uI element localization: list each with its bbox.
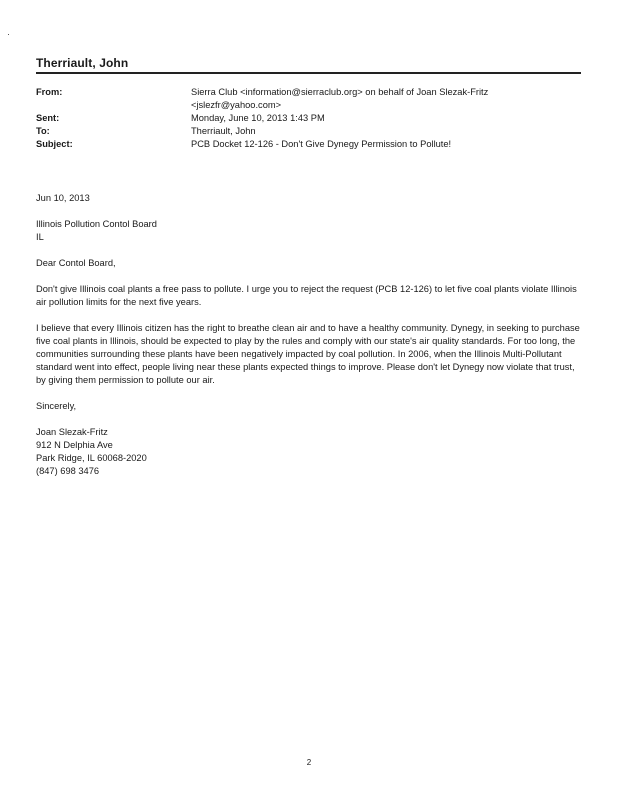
subject-row <box>36 138 581 151</box>
recipient-line-2: IL <box>36 232 44 242</box>
from-row <box>36 86 581 112</box>
from-email: <jslezfr@yahoo.com> <box>191 100 282 110</box>
from-value <box>191 86 581 112</box>
sent-row <box>36 112 581 125</box>
signature-name: Joan Slezak-Fritz <box>36 427 108 437</box>
body-paragraph-1: Don't give Illinois coal plants a free pass to pollute. I urge you to reject the request (PCB 12-126) to let five coal plants violate Illinois air pollution limits for the next five years. <box>36 284 577 307</box>
to-value: Therriault, John <box>191 126 256 136</box>
sent-value: Monday, June 10, 2013 1:43 PM <box>191 113 325 123</box>
recipient-line-1: Illinois Pollution Contol Board <box>36 219 157 229</box>
closing: Sincerely, <box>36 401 77 411</box>
salutation: Dear Contol Board, <box>36 258 116 268</box>
sent-label: Sent: <box>36 113 60 123</box>
signature-address-1: 912 N Delphia Ave <box>36 440 113 450</box>
page-number: 2 <box>306 758 312 767</box>
from-sender: Sierra Club <information@sierraclub.org> on behalf of Joan Slezak-Fritz <box>191 87 489 97</box>
signature-address-2: Park Ridge, IL 60068-2020 <box>36 453 147 463</box>
email-body <box>36 192 581 478</box>
mailbox-owner-name: Therriault, John <box>36 56 129 70</box>
to-label: To: <box>36 126 50 136</box>
letter-date: Jun 10, 2013 <box>36 193 90 203</box>
to-row <box>36 125 581 138</box>
body-paragraph-2: I believe that every Illinois citizen has the right to breathe clean air and to have a healthy community. Dynegy, in seeking to purchase five coal plants in Illinois, should be expected to play by the rules and comply with our state's air quality standards. For too long, the communities surrounding these plants have been negatively impacted by coal pollution. In 2006, when the Illinois Multi-Pollutant standard went into effect, people living near these plants expected things to improve. Please don't let Dynegy now violate that trust, by giving them permission to pollute our air. <box>36 323 580 385</box>
email-header <box>36 86 581 151</box>
from-label: From: <box>36 87 63 97</box>
owner-divider <box>36 72 581 74</box>
subject-value: PCB Docket 12-126 - Don't Give Dynegy Permission to Pollute! <box>191 139 452 149</box>
scan-speck <box>8 34 9 35</box>
subject-label: Subject: <box>36 139 73 149</box>
signature-phone: (847) 698 3476 <box>36 466 100 476</box>
